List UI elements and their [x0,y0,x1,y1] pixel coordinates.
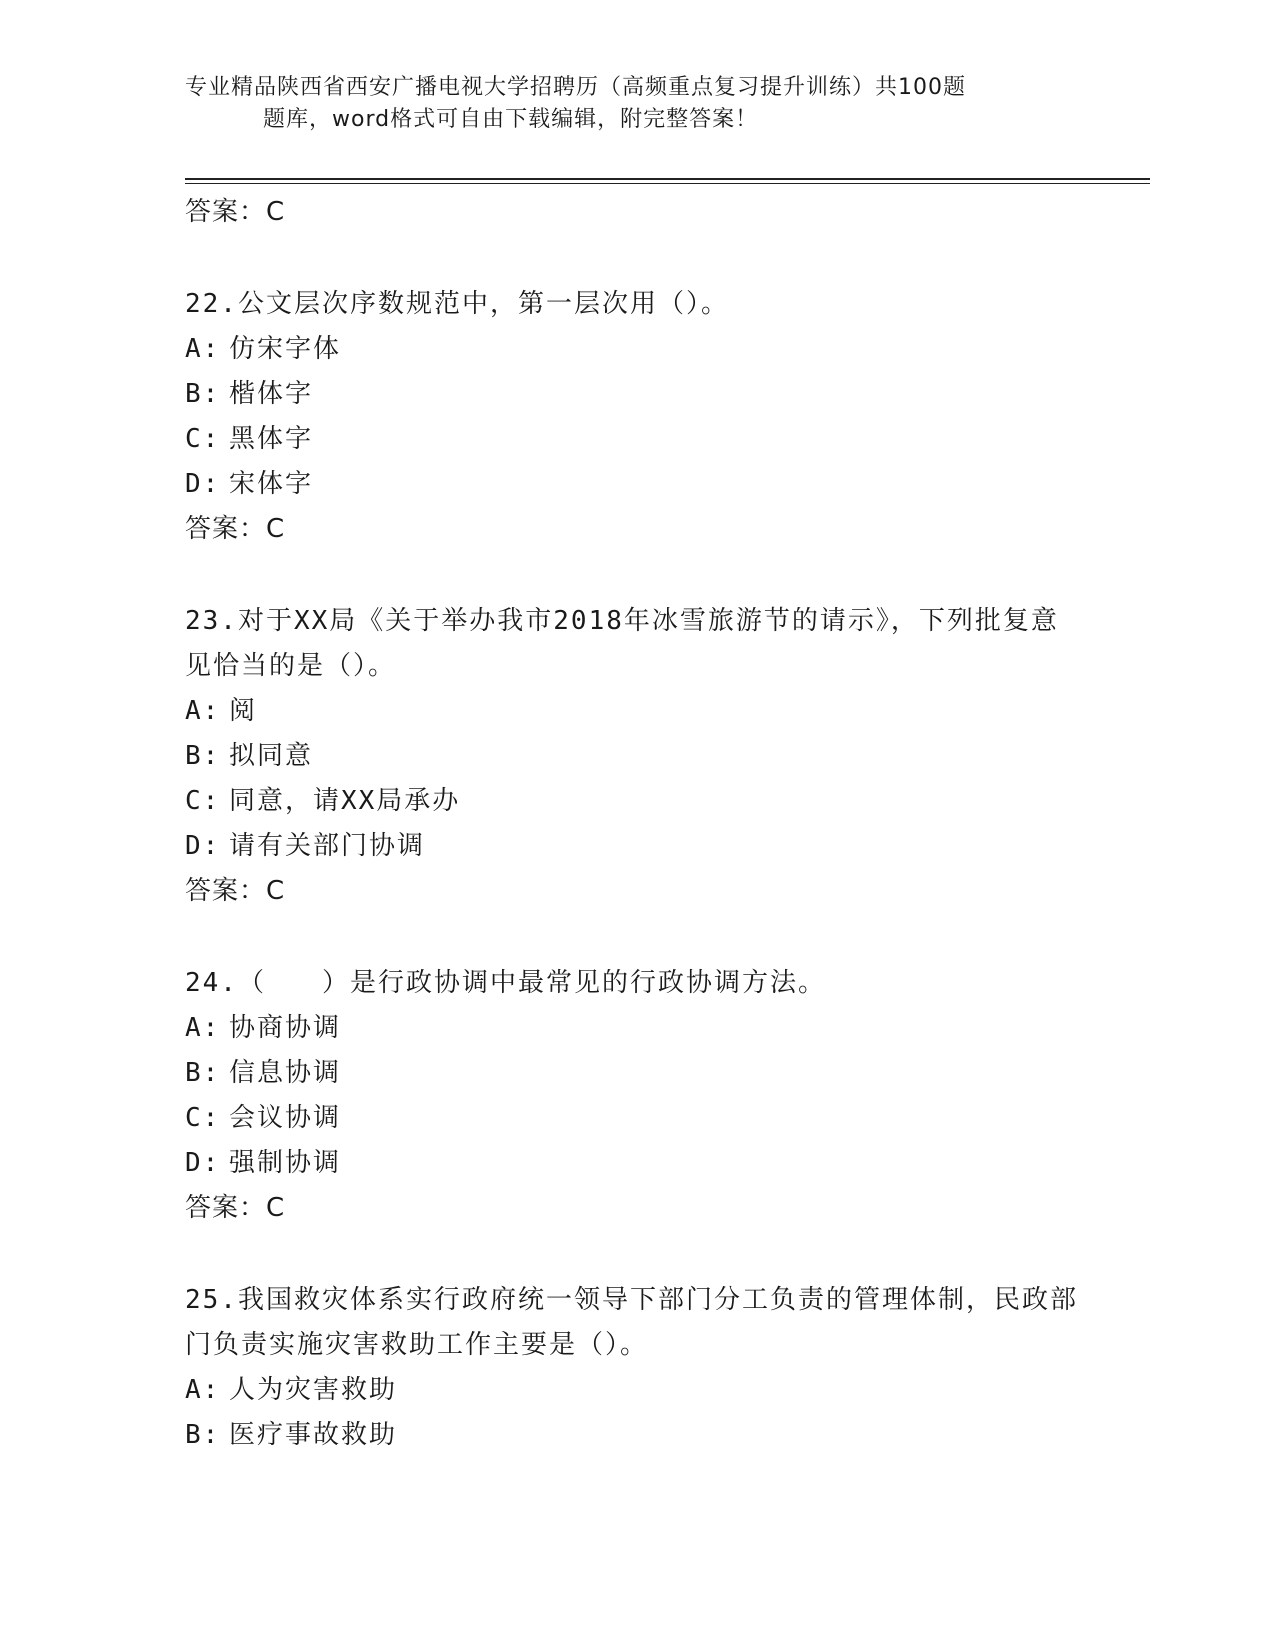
option-c [185,779,1085,824]
question-23 [185,599,1085,913]
option-label: C: [185,1103,221,1133]
option-text: 人为灾害救助 [229,1375,398,1405]
option-b [185,372,1085,417]
option-b [185,1413,1085,1458]
answer-line: 答案：C [185,1193,286,1223]
option-a [185,1368,1085,1413]
option-text: 楷体字 [229,379,314,409]
option-a [185,1006,1085,1051]
option-text: 同意，请XX局承办 [229,786,461,816]
option-label: C: [185,786,221,816]
option-label: B: [185,1420,221,1450]
option-text: 强制协调 [229,1148,342,1178]
option-text: 拟同意 [229,741,314,771]
question-stem: 22.公文层次序数规范中，第一层次用（）。 [185,289,729,319]
option-label: A: [185,1013,221,1043]
question-22 [185,282,1085,551]
question-stem: 23.对于XX局《关于举办我市2018年冰雪旅游节的请示》，下列批复意见恰当的是（）。 [185,606,1059,681]
option-label: A: [185,1375,221,1405]
option-d [185,1141,1085,1186]
question-24 [185,961,1085,1230]
document-body [185,190,1085,1458]
answer-line: 答案：C [185,514,286,544]
option-text: 黑体字 [229,424,314,454]
option-a [185,327,1085,372]
option-label: C: [185,424,221,454]
option-d [185,462,1085,507]
option-text: 仿宋字体 [229,334,342,364]
header-rule [185,178,1150,180]
question-stem: 24.（ ）是行政协调中最常见的行政协调方法。 [185,968,826,998]
header-line-1: 专业精品陕西省西安广播电视大学招聘历（高频重点复习提升训练）共100题 [185,75,966,100]
option-text: 医疗事故救助 [229,1420,398,1450]
document-header [185,72,1045,136]
option-text: 宋体字 [229,469,314,499]
option-label: D: [185,469,221,499]
option-c [185,1096,1085,1141]
option-label: D: [185,1148,221,1178]
option-b [185,1051,1085,1096]
option-d [185,824,1085,869]
option-b [185,734,1085,779]
option-text: 请有关部门协调 [229,831,426,861]
option-a [185,689,1085,734]
answer-line: 答案：C [185,876,286,906]
option-c [185,417,1085,462]
header-line-2: 题库，word格式可自由下载编辑，附完整答案！ [263,107,759,132]
answer-line: 答案：C [185,197,286,227]
question-stem: 25.我国救灾体系实行政府统一领导下部门分工负责的管理体制，民政部门负责实施灾害救助工作主要是（）。 [185,1285,1078,1360]
option-label: B: [185,1058,221,1088]
option-label: B: [185,379,221,409]
option-label: A: [185,696,221,726]
option-text: 协商协调 [229,1013,342,1043]
option-text: 信息协调 [229,1058,342,1088]
option-label: D: [185,831,221,861]
question-25 [185,1278,1085,1458]
option-text: 会议协调 [229,1103,342,1133]
option-label: B: [185,741,221,771]
option-text: 阅 [229,696,258,726]
header-rule-thin [185,183,1150,184]
option-label: A: [185,334,221,364]
